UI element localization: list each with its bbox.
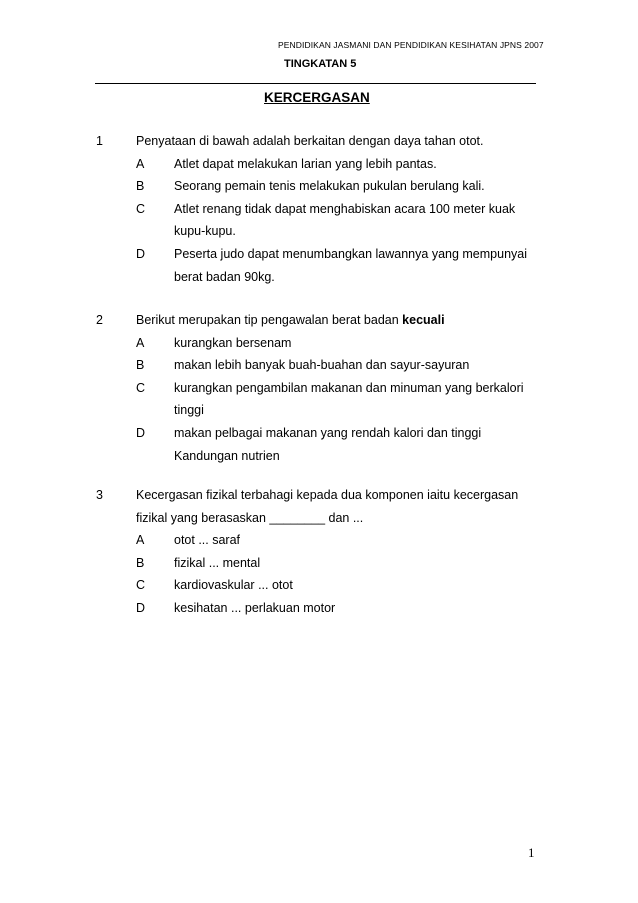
option-b	[0, 354, 638, 377]
option-text: otot ... saraf	[174, 533, 241, 548]
page-title: KERCERGASAN	[264, 90, 370, 105]
option-letter: D	[136, 246, 146, 261]
option-letter: C	[136, 380, 146, 395]
question-stem-text: Berikut merupakan tip pengawalan berat badan	[136, 313, 399, 327]
option-a	[0, 332, 638, 355]
question-stem	[136, 309, 546, 332]
option-text: kurangkan bersenam	[174, 335, 292, 350]
option-letter: B	[136, 179, 145, 194]
question-number: 3	[96, 488, 103, 502]
option-text: kardiovaskular ... otot	[174, 578, 293, 593]
header-org: PENDIDIKAN JASMANI DAN PENDIDIKAN KESIHATAN JPNS 2007	[278, 40, 544, 50]
option-letter: D	[136, 600, 146, 615]
option-letter: A	[136, 156, 145, 171]
option-d	[0, 243, 638, 288]
option-text: Atlet dapat melakukan larian yang lebih pantas.	[174, 156, 437, 171]
option-letter: C	[136, 578, 146, 593]
option-text: kurangkan pengambilan makanan dan minuman yang berkalori tinggi	[174, 380, 524, 418]
page-number: 1	[528, 845, 535, 860]
option-d	[0, 422, 638, 467]
option-letter: D	[136, 425, 146, 440]
option-c	[0, 574, 638, 597]
question-number: 1	[96, 134, 103, 148]
option-letter: B	[136, 555, 145, 570]
header-divider	[95, 83, 536, 84]
option-a	[0, 529, 638, 552]
question-stem: Penyataan di bawah adalah berkaitan dengan daya tahan otot.	[136, 134, 484, 148]
option-text: kesihatan ... perlakuan motor	[174, 600, 336, 615]
question-number: 2	[96, 313, 103, 327]
question-2	[0, 309, 638, 467]
question-stem: Kecergasan fizikal terbahagi kepada dua komponen iaitu kecergasan fizikal yang berasaskan ________ dan ...	[136, 488, 519, 525]
option-text: fizikal ... mental	[174, 555, 261, 570]
option-text: Seorang pemain tenis melakukan pukulan berulang kali.	[174, 179, 485, 194]
option-text: makan pelbagai makanan yang rendah kalori dan tinggi Kandungan nutrien	[174, 425, 482, 463]
header-form: TINGKATAN 5	[284, 58, 357, 70]
option-letter: A	[136, 533, 145, 548]
option-d	[0, 597, 638, 620]
option-a	[0, 153, 638, 176]
question-3	[0, 484, 638, 620]
question-1	[0, 130, 638, 288]
option-text: Peserta judo dapat menumbangkan lawannya yang mempunyai berat badan 90kg.	[174, 246, 528, 284]
option-c	[0, 198, 638, 243]
option-b	[0, 552, 638, 575]
option-text: Atlet renang tidak dapat menghabiskan acara 100 meter kuak kupu-kupu.	[174, 201, 516, 239]
option-letter: B	[136, 358, 145, 373]
question-stem-keyword: kecuali	[402, 313, 445, 327]
option-letter: C	[136, 201, 146, 216]
option-letter: A	[136, 335, 145, 350]
option-text: makan lebih banyak buah-buahan dan sayur-sayuran	[174, 358, 470, 373]
option-c	[0, 377, 638, 422]
option-b	[0, 175, 638, 198]
